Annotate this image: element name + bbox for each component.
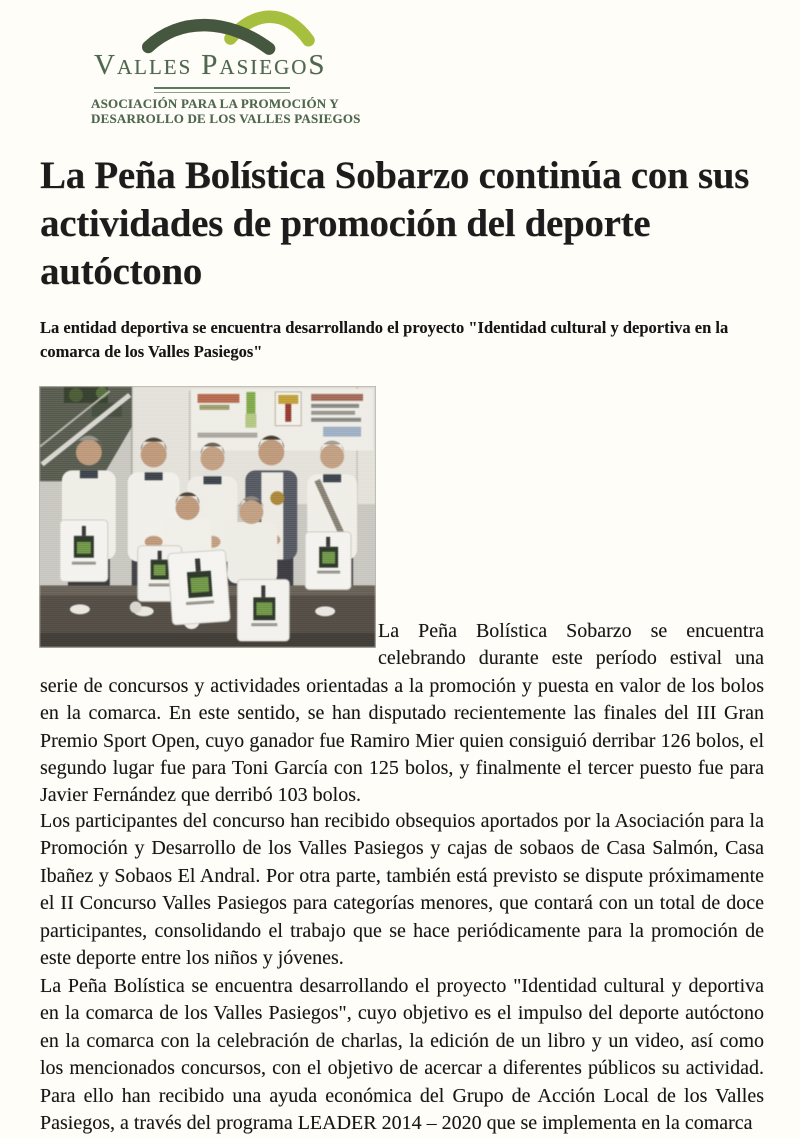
body-paragraph-1	[40, 618, 764, 810]
team-photo-illustration	[40, 387, 375, 647]
article-standfirst: La entidad deportiva se encuentra desarrollando el proyecto "Identidad cultural y deportiva en la comarca de los Valles Pasiegos"	[40, 318, 729, 361]
article-headline: La Peña Bolística Sobarzo continúa con sus actividades de promoción del deporte autóctono	[40, 154, 749, 293]
article-photo	[39, 386, 376, 648]
body-paragraph-2-text: Los participantes del concurso han recibido obsequios aportados por la Asociación para la Promoción y Desarrollo de los Valles Pasiegos y cajas de sobaos de Casa Salmón, Casa Ibañez y Sobaos El Andral. Por otra parte, también está previsto se dispute próximamente el II Concurso Valles Pasiegos para categorías menores, que contará con un total de doce participantes, consolidando el trabajo que se hace periódicamente para la promoción de este deporte entre los niños y jóvenes.	[40, 810, 764, 970]
logo-title-part: ASIEGO	[219, 55, 309, 79]
logo-title-part: V	[94, 49, 117, 81]
body-paragraph-3-text: La Peña Bolística se encuentra desarrollando el proyecto "Identidad cultural y deportiva en la comarca de los Valles Pasiegos", cuyo objetivo es el impulso del deporte autóctono en la comarca con la celebración de charlas, la edición de un libro y un video, así como los mencionados concursos, con el objetivo de acercar a diferentes públicos su actividad. Para ello han recibido una ayuda económica del Grupo de Acción Local de los Valles Pasiegos, a través del programa LEADER 2014 – 2020 que se implementa en la comarca	[40, 975, 764, 1135]
logo-title	[94, 49, 354, 82]
logo-subtitle	[91, 96, 361, 126]
photo-wrap-spacer	[40, 618, 378, 648]
logo-title-part: S	[308, 49, 327, 81]
logo-divider-rule	[154, 87, 290, 93]
logo-subtitle-line1: ASOCIACIÓN PARA LA PROMOCIÓN Y	[91, 96, 339, 111]
body-paragraph-3	[40, 973, 764, 1137]
body-paragraph-2	[40, 808, 764, 972]
logo-title-part: P	[201, 49, 220, 81]
body-paragraph-1-text: La Peña Bolística Sobarzo se encuentra celebrando durante este período estival una serie de concursos y actividades orientadas a la promoción y puesta en valor de los bolos en la comarca. En este sentido, se han disputado recientemente las finales del III Gran Premio Sport Open, cuyo ganador fue Ramiro Mier quien consiguió derribar 126 bolos, el segundo lugar fue para Toni García con 125 bolos, y finalmente el tercer puesto fue para Javier Fernández que derribó 103 bolos.	[40, 620, 764, 807]
logo-subtitle-line2: DESARROLLO DE LOS VALLES PASIEGOS	[91, 111, 361, 126]
logo-title-part: ALLES	[116, 55, 193, 79]
